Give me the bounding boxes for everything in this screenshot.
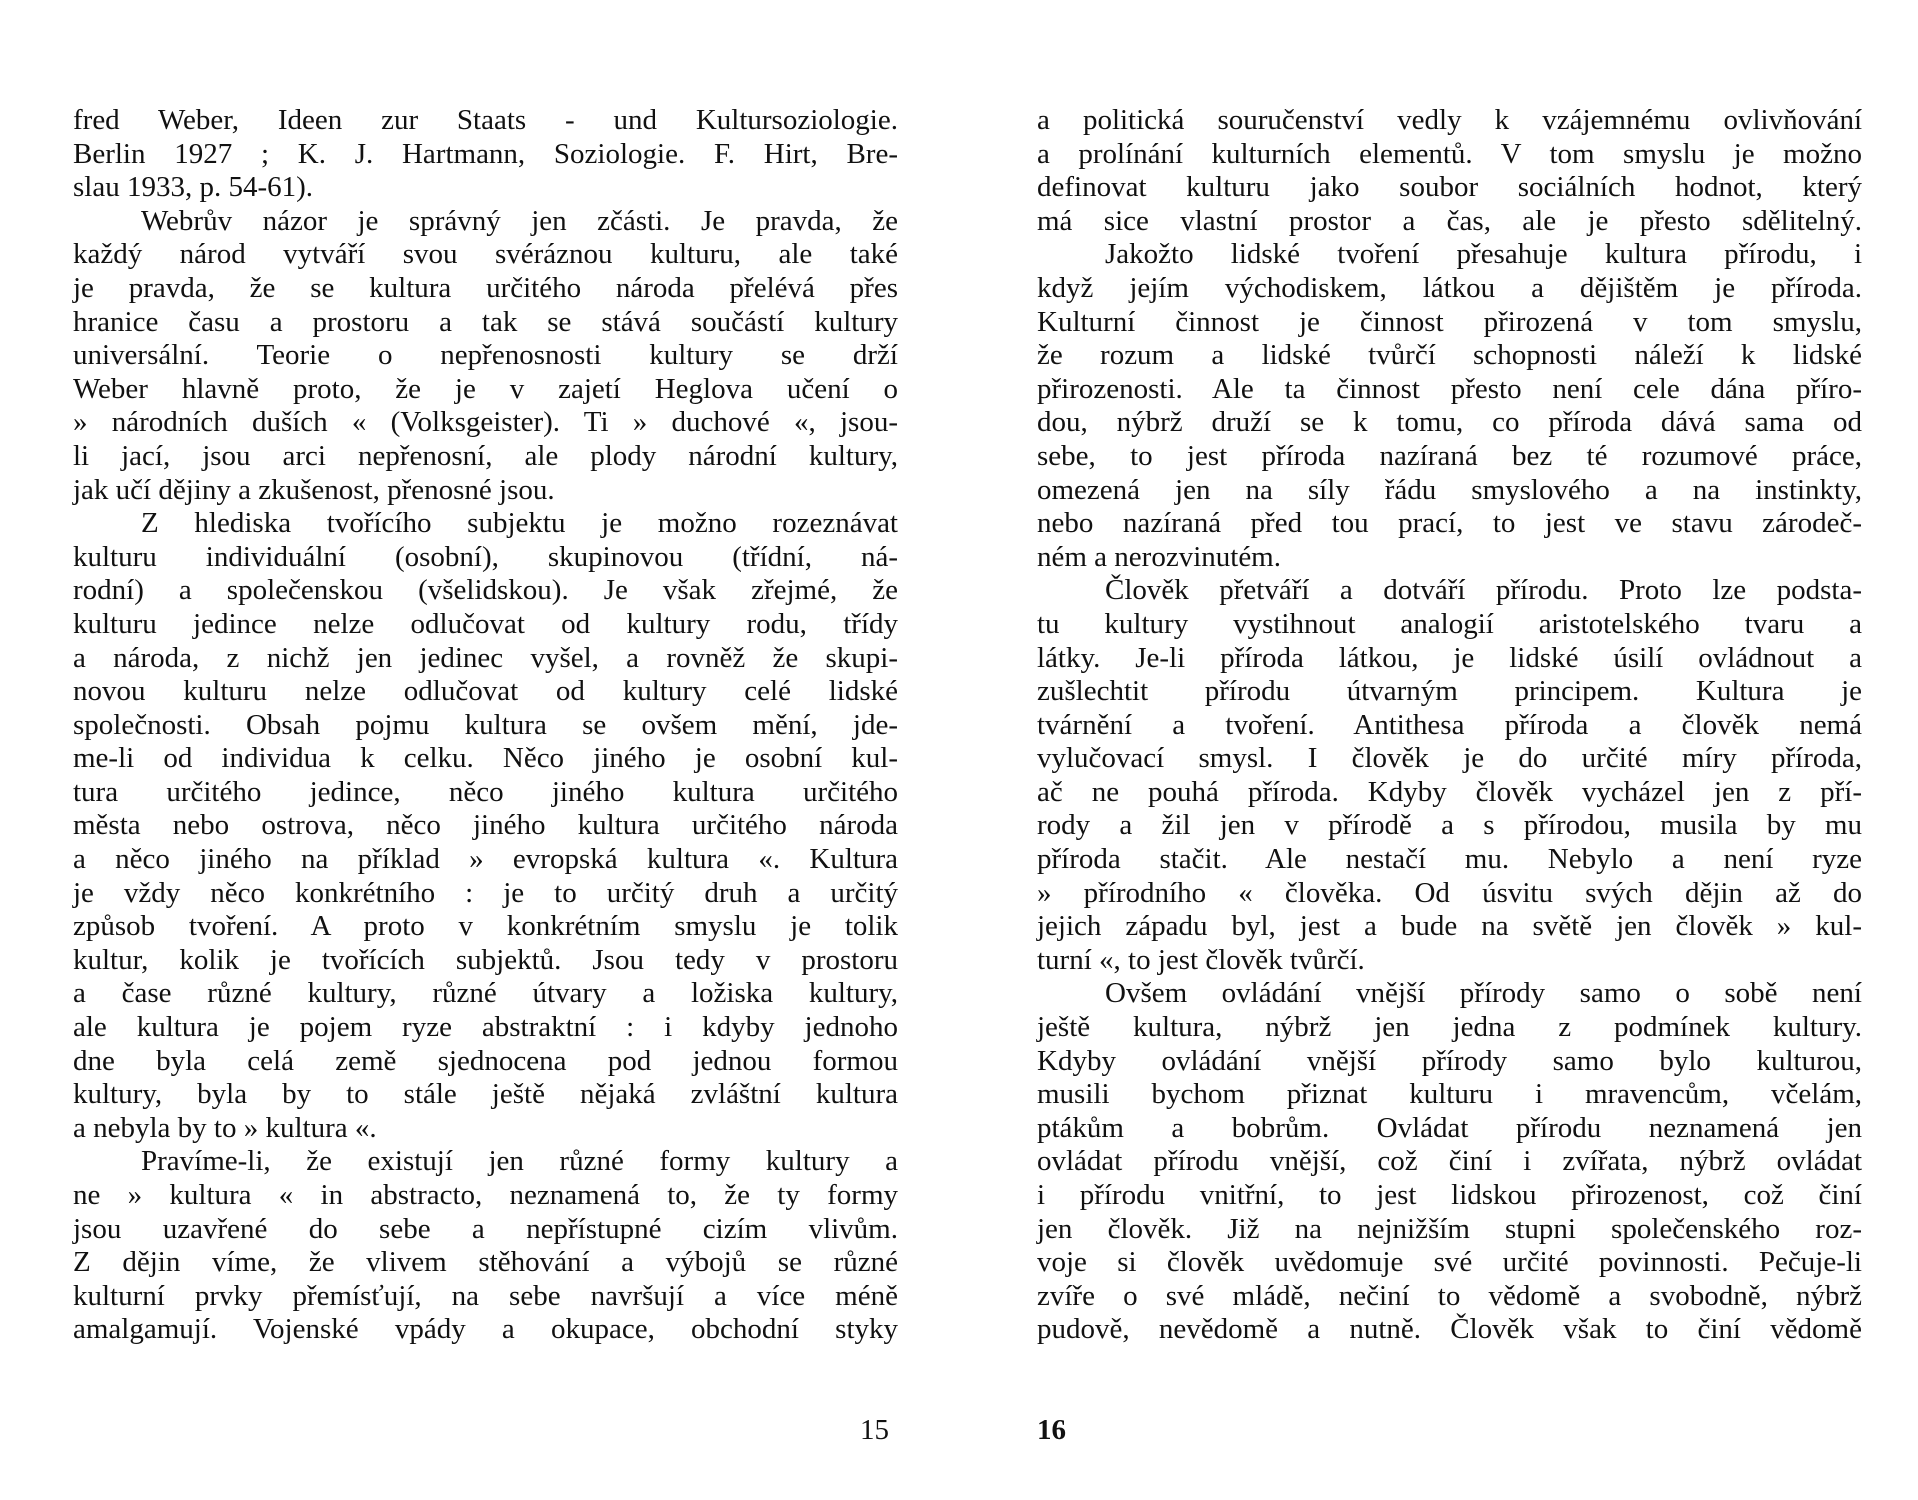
text-line: me-li od individua k celku. Něco jiného je osobní kul- — [73, 742, 898, 775]
text-line: definovat kulturu jako soubor sociálních hodnot, který — [1037, 171, 1862, 204]
text-line: vylučovací smysl. I člověk je do určité míry příroda, — [1037, 742, 1862, 775]
text-line: slau 1933, p. 54-61). — [73, 171, 314, 204]
text-line: má sice vlastní prostor a čas, ale je přesto sdělitelný. — [1037, 204, 1862, 237]
text-line: Člověk přetváří a dotváří přírodu. Proto lze podsta- — [1105, 574, 1862, 607]
text-line: amalgamují. Vojenské vpády a okupace, obchodní styky — [73, 1313, 898, 1346]
text-line: ovládat přírodu vnější, což činí i zvířata, nýbrž ovládat — [1037, 1145, 1862, 1178]
text-line: Z hlediska tvořícího subjektu je možno rozeznávat — [141, 507, 898, 540]
text-line: společnosti. Obsah pojmu kultura se ovšem mění, jde- — [73, 708, 898, 741]
text-line: a politická souručenství vedly k vzájemnému ovlivňování — [1037, 104, 1862, 136]
text-line: ne » kultura « in abstracto, neznamená to, že ty formy — [73, 1179, 898, 1211]
page-number-right: 16 — [1037, 1414, 1066, 1446]
text-line: příroda stačit. Ale nestačí mu. Nebylo a není ryze — [1037, 843, 1862, 876]
text-line: Webrův názor je správný jen zčásti. Je pravda, že — [141, 204, 898, 237]
text-line: každý národ vytváří svou svéráznou kulturu, ale také — [73, 238, 898, 271]
text-line: Berlin 1927 ; K. J. Hartmann, Soziologie. F. Hirt, Bre- — [73, 137, 898, 170]
text-line: Z dějin víme, že vlivem stěhování a výbojů se různé — [73, 1246, 898, 1279]
text-line: i přírodu vnitřní, to jest lidskou přirozenost, což činí — [1037, 1179, 1862, 1211]
text-line: kulturní prvky přemísťují, na sebe navršují a více méně — [73, 1279, 898, 1312]
text-line: kultury, byla by to stále ještě nějaká zvláštní kultura — [73, 1078, 898, 1111]
text-line: nebo nazíraná před tou prací, to jest ve stavu zárodeč- — [1037, 507, 1862, 540]
text-line: sebe, to jest příroda nazíraná bez té rozumové práce, — [1037, 439, 1862, 472]
text-line: přirozenosti. Ale ta činnost přesto není cele dána příro- — [1037, 372, 1862, 405]
text-line: a prolínání kulturních elementů. V tom smyslu je možno — [1037, 137, 1862, 170]
text-line: když jejím východiskem, látkou a dějištěm je příroda. — [1037, 271, 1862, 304]
text-line: města nebo ostrova, něco jiného kultura určitého národa — [73, 809, 898, 842]
text-line: fred Weber, Ideen zur Staats - und Kultursoziologie. — [73, 104, 898, 136]
text-line: jen člověk. Již na nejnižším stupni společenského roz- — [1037, 1212, 1862, 1245]
text-line: je pravda, že se kultura určitého národa přelévá přes — [73, 271, 898, 304]
text-line: » národních duších « (Volksgeister). Ti » duchové «, jsou- — [73, 406, 898, 439]
text-line: a čase různé kultury, různé útvary a ložiska kultury, — [73, 977, 898, 1010]
text-line: ještě kultura, nýbrž jen jedna z podmínek kultury. — [1037, 1011, 1862, 1044]
text-line: a něco jiného na příklad » evropská kultura «. Kultura — [73, 843, 898, 876]
text-line: látky. Je-li příroda látkou, je lidské úsilí ovládnout a — [1037, 641, 1862, 674]
text-line: hranice času a prostoru a tak se stává součástí kultury — [73, 305, 898, 338]
text-line: ač ne pouhá příroda. Kdyby člověk vycházel jen z pří- — [1037, 775, 1862, 808]
text-line: Kdyby ovládání vnější přírody samo bylo kulturou, — [1037, 1044, 1862, 1077]
text-line: ptákům a bobrům. Ovládat přírodu neznamená jen — [1037, 1111, 1862, 1144]
text-line: kulturu jedince nelze odlučovat od kultury rodu, třídy — [73, 607, 898, 640]
text-line: Pravíme-li, že existují jen různé formy kultury a — [141, 1145, 898, 1178]
text-line: jsou uzavřené do sebe a nepřístupné cizím vlivům. — [73, 1212, 898, 1245]
text-line: tura určitého jedince, něco jiného kultura určitého — [73, 775, 898, 808]
text-line: je vždy něco konkrétního : je to určitý druh a určitý — [73, 876, 898, 909]
text-line: rodní) a společenskou (všelidskou). Je však zřejmé, že — [73, 574, 898, 607]
text-line: tu kultury vystihnout analogií aristotelského tvaru a — [1037, 607, 1862, 640]
text-line: jejich západu byl, jest a bude na světě jen člověk » kul- — [1037, 910, 1862, 943]
text-line: že rozum a lidské tvůrčí schopnosti náleží k lidské — [1037, 339, 1862, 372]
text-line: kulturu individuální (osobní), skupinovou (třídní, ná- — [73, 540, 898, 573]
text-line: turní «, to jest člověk tvůrčí. — [1037, 943, 1365, 976]
text-line: li jací, jsou arci nepřenosní, ale plody národní kultury, — [73, 439, 898, 472]
text-line: dou, nýbrž druží se k tomu, co příroda dává sama od — [1037, 406, 1862, 439]
text-line: jak učí dějiny a zkušenost, přenosné jsou. — [73, 473, 555, 506]
text-line: zušlechtit přírodu útvarným principem. Kultura je — [1037, 675, 1862, 708]
text-line: a nebyla by to » kultura «. — [73, 1111, 377, 1144]
text-line: novou kulturu nelze odlučovat od kultury celé lidské — [73, 675, 898, 708]
text-line: a národa, z nichž jen jedinec vyšel, a rovněž že skupi- — [73, 641, 898, 674]
text-line: Weber hlavně proto, že je v zajetí Heglova učení o — [73, 372, 898, 405]
text-line: rody a žil jen v přírodě a s přírodou, musila by mu — [1037, 809, 1862, 842]
text-line: Jakožto lidské tvoření přesahuje kultura přírodu, i — [1105, 238, 1862, 271]
page-number-left: 15 — [860, 1414, 889, 1446]
text-line: omezená jen na síly řádu smyslového a na instinkty, — [1037, 473, 1862, 506]
text-line: tvárnění a tvoření. Antithesa příroda a člověk nemá — [1037, 708, 1862, 741]
text-line: dne byla celá země sjednocena pod jednou formou — [73, 1044, 898, 1077]
text-line: musili bychom přiznat kulturu i mravencům, včelám, — [1037, 1078, 1862, 1111]
text-line: zvíře o své mládě, nečiní to vědomě a svobodně, nýbrž — [1037, 1279, 1862, 1312]
text-line: pudově, nevědomě a nutně. Člověk však to činí vědomě — [1037, 1313, 1862, 1346]
text-line: Kulturní činnost je činnost přirozená v tom smyslu, — [1037, 305, 1862, 338]
text-line: voje si člověk uvědomuje své určité povinnosti. Pečuje-li — [1037, 1246, 1862, 1279]
text-line: universální. Teorie o nepřenosnosti kultury se drží — [73, 339, 898, 372]
text-line: ale kultura je pojem ryze abstraktní : i kdyby jednoho — [73, 1011, 898, 1044]
text-line: kultur, kolik je tvořících subjektů. Jsou tedy v prostoru — [73, 943, 898, 976]
text-line: způsob tvoření. A proto v konkrétním smyslu je tolik — [73, 910, 898, 943]
text-line: Ovšem ovládání vnější přírody samo o sobě není — [1105, 977, 1862, 1010]
text-line: ném a nerozvinutém. — [1037, 540, 1281, 573]
right-page-text — [1037, 104, 1862, 1347]
left-page-text — [73, 104, 898, 1347]
text-line: » přírodního « člověka. Od úsvitu svých dějin až do — [1037, 876, 1862, 909]
